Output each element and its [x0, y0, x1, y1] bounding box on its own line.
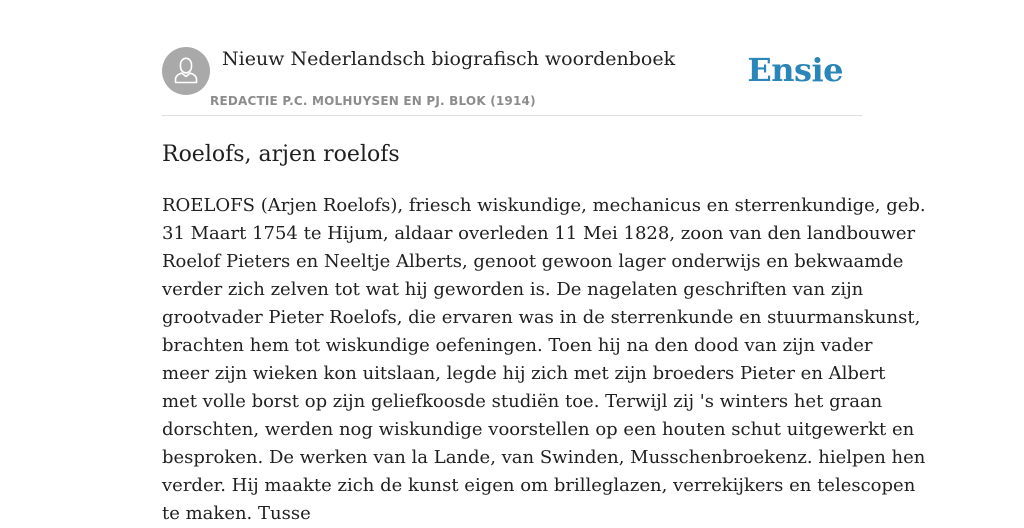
source-editors: REDACTIE P.C. MOLHUYSEN EN PJ. BLOK (1914) [210, 94, 536, 108]
entry-text-line: grootvader Pieter Roelofs, die ervaren was in de sterrenkunde en stuurmanskunst, [162, 307, 921, 328]
source-title[interactable]: Nieuw Nederlandsch biografisch woordenboek [222, 48, 676, 70]
entry-text-line: meer zijn wieken kon uitslaan, legde hij zich met zijn broeders Pieter en Albert [162, 363, 886, 384]
entry-text-line: dorschten, werden nog wiskundige voorstellen op een houten schut uitgewerkt en [162, 419, 915, 440]
entry-text-line: brachten hem tot wiskundige oefeningen. Toen hij na den dood van zijn vader [162, 335, 873, 356]
entry-text-line: 31 Maart 1754 te Hijum, aldaar overleden 11 Mei 1828, zoon van den landbouwer [162, 223, 916, 244]
entry-text-line: ROELOFS (Arjen Roelofs), friesch wiskundige, mechanicus en sterrenkundige, geb. [162, 195, 926, 216]
user-icon [162, 47, 210, 95]
entry-text-line: met volle borst op zijn geliefkoosde studiën toe. Terwijl zij 's winters het graan [162, 391, 883, 412]
entry-text-line: Roelof Pieters en Neeltje Alberts, genoot gewoon lager onderwijs en bekwaamde [162, 251, 904, 272]
entry-text-line: verder zich zelven tot wat hij geworden is. De nagelaten geschriften van zijn [162, 279, 864, 300]
entry-title: Roelofs, arjen roelofs [162, 142, 400, 167]
avatar[interactable] [162, 47, 210, 95]
source-header [162, 45, 862, 116]
brand-logo[interactable]: Ensie [747, 51, 843, 89]
entry-body [162, 192, 926, 528]
entry-text-line: besproken. De werken van la Lande, van Swinden, Musschenbroekenz. hielpen hen [162, 447, 926, 468]
entry-text-line: verder. Hij maakte zich de kunst eigen om brilleglazen, verrekijkers en telescopen [162, 475, 916, 496]
entry-text-line: te maken. Tusse [162, 503, 311, 524]
